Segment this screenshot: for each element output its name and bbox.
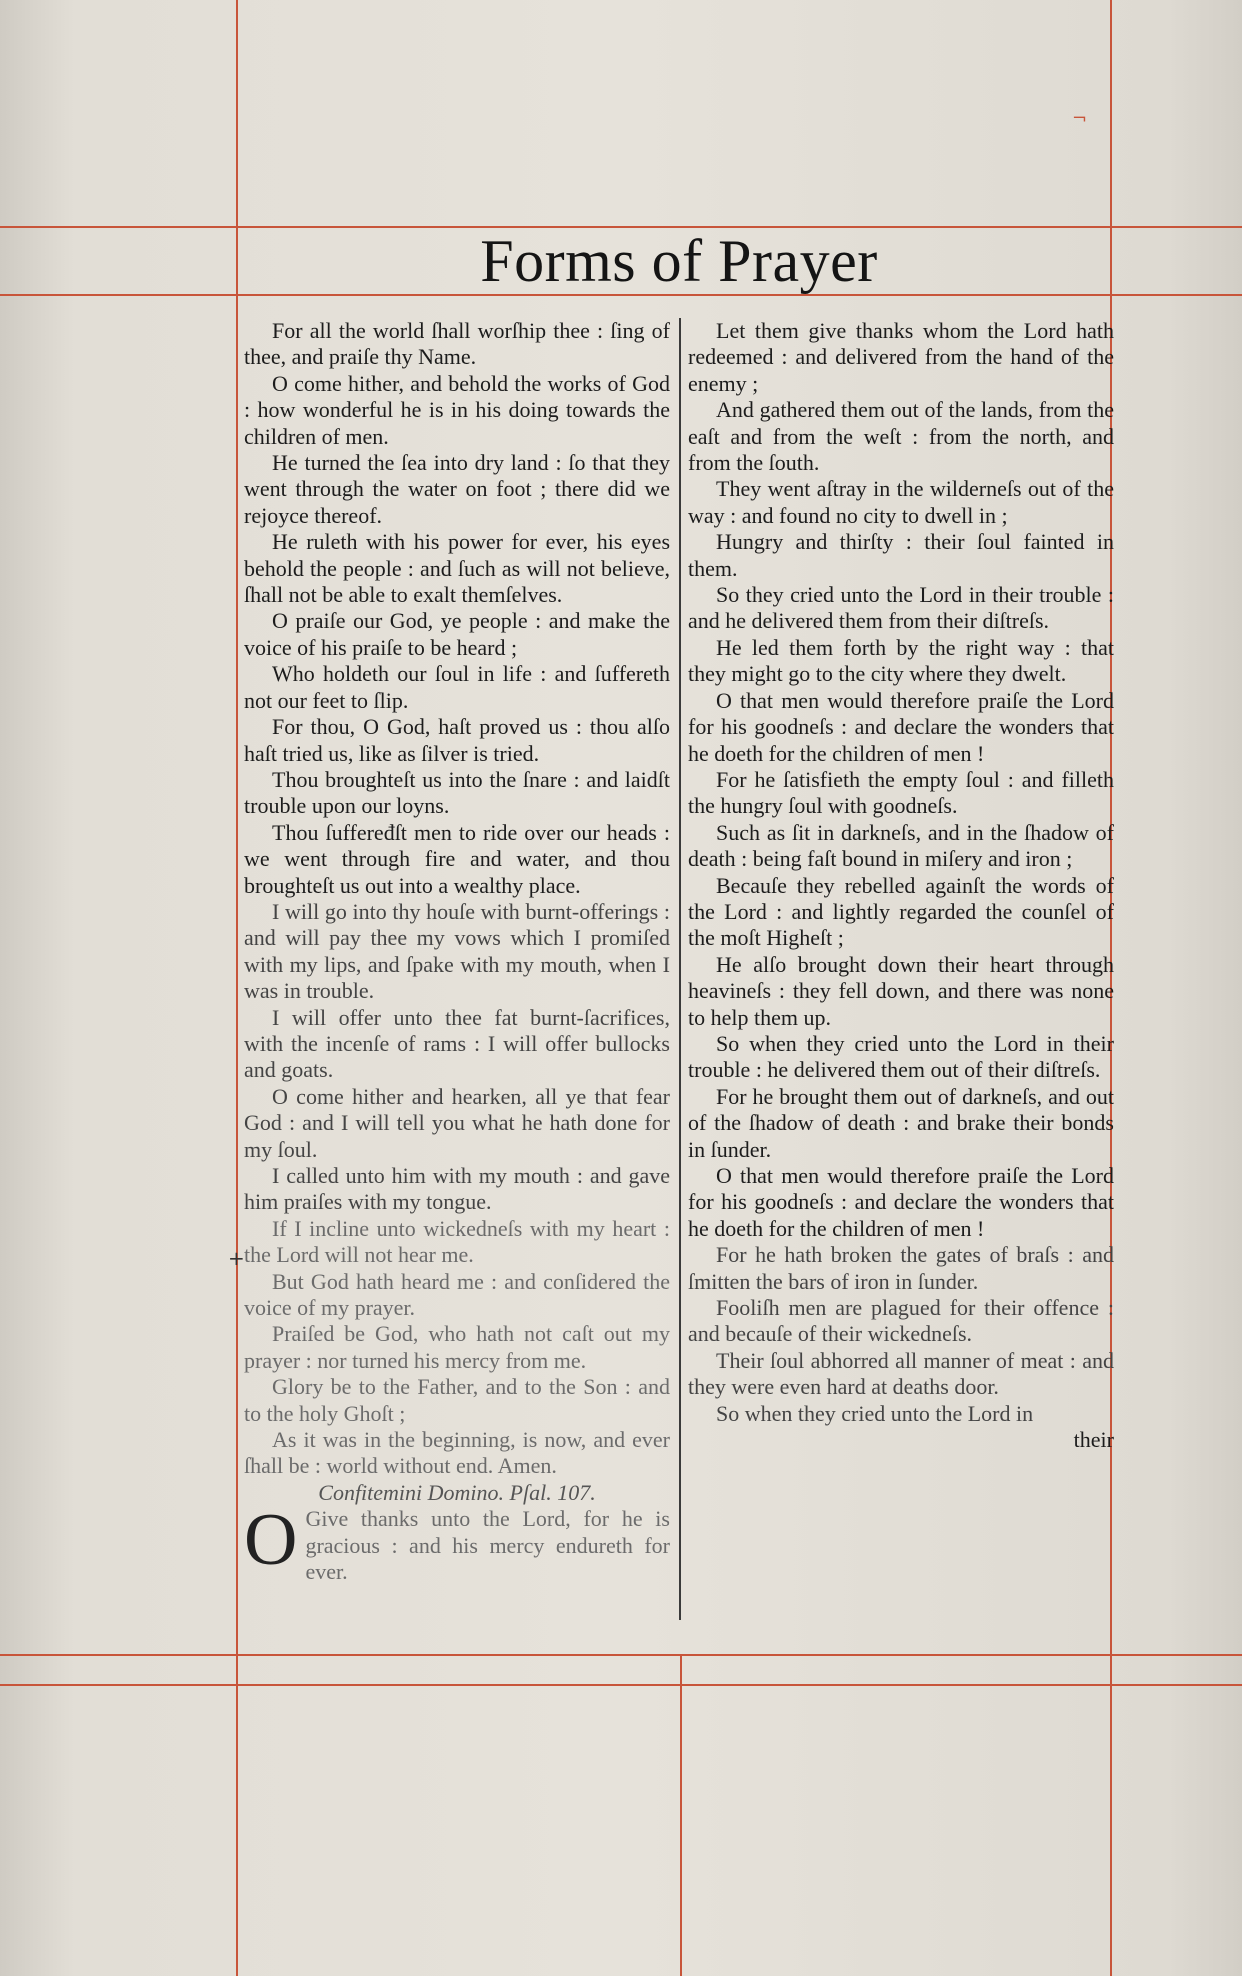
- red-rule-horizontal-bottom-1: [0, 1654, 1242, 1656]
- red-rule-vertical-left: [236, 0, 238, 1976]
- margin-mark: ¬: [1072, 108, 1088, 129]
- gloria-verse: As it was in the beginning, is now, and ever ſhall be : world without end. Amen.: [244, 1427, 670, 1479]
- verse: They went aſtray in the wilderneſs out of the way : and found no city to dwell in ;: [688, 476, 1114, 528]
- gloria-verse: Glory be to the Father, and to the Son : and to the holy Ghoſt ;: [244, 1374, 670, 1426]
- verse: I will offer unto thee fat burnt-ſacrifices, with the incenſe of rams : I will offer bullocks and goats.: [244, 1004, 670, 1083]
- verse: For he brought them out of darkneſs, and out of the ſhadow of death : and brake their bonds in ſunder.: [688, 1083, 1114, 1162]
- drop-cap-initial: O: [244, 1499, 298, 1582]
- verse: I will go into thy houſe with burnt-offerings : and will pay thee my vows which I promiſed with my lips, and ſpake with my mouth, when I was in trouble.: [244, 898, 670, 1004]
- right-column: [688, 318, 1114, 1638]
- red-rule-vertical-center-bottom: [680, 1654, 682, 1976]
- red-rule-horizontal-bottom-2: [0, 1684, 1242, 1686]
- catchword: their: [1073, 1427, 1114, 1453]
- verse: So they cried unto the Lord in their trouble : and he delivered them from their diſtreſs.: [688, 582, 1114, 634]
- verse: I called unto him with my mouth : and gave him praiſes with my tongue.: [244, 1163, 670, 1215]
- verse: For he hath broken the gates of braſs : and ſmitten the bars of iron in ſunder.: [688, 1242, 1114, 1294]
- verse: Praiſed be God, who hath not caſt out my prayer : nor turned his mercy from me.: [244, 1321, 670, 1373]
- verse: So when they cried unto the Lord in: [716, 1400, 1034, 1426]
- psalm-heading: Confitemini Domino. Pſal. 107.: [318, 1479, 596, 1505]
- verse: O come hither and hearken, all ye that fear God : and I will tell you what he hath done for my ſoul.: [244, 1083, 670, 1162]
- verse: So when they cried unto the Lord in their trouble : he delivered them out of their diſtreſs.: [688, 1030, 1114, 1083]
- verse: Their ſoul abhorred all manner of meat : and they were even hard at deaths door.: [688, 1347, 1114, 1400]
- verse: Thou ſuffeređſt men to ride over our heads : we went through fire and water, and thou broughteſt us out into a wealthy place.: [244, 819, 670, 898]
- verse: But God hath heard me : and conſidered the voice of my prayer.: [244, 1268, 670, 1321]
- verse: O that men would therefore praiſe the Lord for his goodneſs : and declare the wonders that he doeth for the children of men !: [688, 687, 1114, 766]
- verse: O praiſe our God, ye people : and make the voice of his praiſe to be heard ;: [244, 608, 670, 660]
- column-divider: [679, 318, 681, 1620]
- verse: Such as ſit in darkneſs, and in the ſhadow of death : being faſt bound in miſery and iron ;: [688, 819, 1114, 872]
- verse: Who holdeth our ſoul in life : and ſuffereth not our feet to ſlip.: [244, 661, 670, 713]
- verse: O come hither, and behold the works of God : how wonderful he is in his doing towards the children of men.: [244, 370, 670, 449]
- psalm-opening-text: Give thanks unto the Lord, for he is gracious : and his mercy endureth for ever.: [305, 1506, 670, 1585]
- verse: Fooliſh men are plagued for their offence : and becauſe of their wickedneſs.: [688, 1295, 1114, 1347]
- verse: For thou, O God, haſt proved us : thou alſo haſt tried us, like as ſilver is tried.: [244, 714, 670, 766]
- verse: Hungry and thirſty : their ſoul fainted in them.: [688, 529, 1114, 581]
- verse: He ruleth with his power for ever, his eyes behold the people : and ſuch as will not believe, ſhall not be able to exalt themſelves.: [244, 529, 670, 608]
- verse: O that men would therefore praiſe the Lord for his goodneſs : and declare the wonders that he doeth for the children of men !: [688, 1163, 1114, 1241]
- verse: For all the world ſhall worſhip thee : ſing of thee, and praiſe thy Name.: [244, 318, 670, 370]
- verse: And gathered them out of the lands, from the eaſt and from the weſt : from the north, and from the ſouth.: [688, 397, 1114, 476]
- page-title: Forms of Prayer: [480, 228, 878, 294]
- verse: Becauſe they rebelled againſt the words of the Lord : and lightly regarded the counſel of the moſt Higheſt ;: [688, 872, 1114, 951]
- verse: He led them forth by the right way : that they might go to the city where they dwelt.: [688, 634, 1114, 687]
- verse: Thou broughteſt us into the ſnare : and laidſt trouble upon our loyns.: [244, 766, 670, 819]
- verse: Let them give thanks whom the Lord hath redeemed : and delivered from the hand of the enemy ;: [688, 318, 1114, 396]
- margin-tick-mark: +: [228, 1246, 245, 1270]
- verse: He alſo brought down their heart through heavineſs : they fell down, and there was none to help them up.: [688, 951, 1114, 1030]
- verse: If I incline unto wickedneſs with my heart : the Lord will not hear me.: [244, 1215, 670, 1268]
- verse: For he ſatisfieth the empty ſoul : and filleth the hungry ſoul with goodneſs.: [688, 766, 1114, 819]
- verse: He turned the ſea into dry land : ſo that they went through the water on foot ; there did we rejoyce thereof.: [244, 450, 670, 528]
- left-column: [244, 318, 670, 1638]
- psalm-opening-verse: [244, 1499, 670, 1585]
